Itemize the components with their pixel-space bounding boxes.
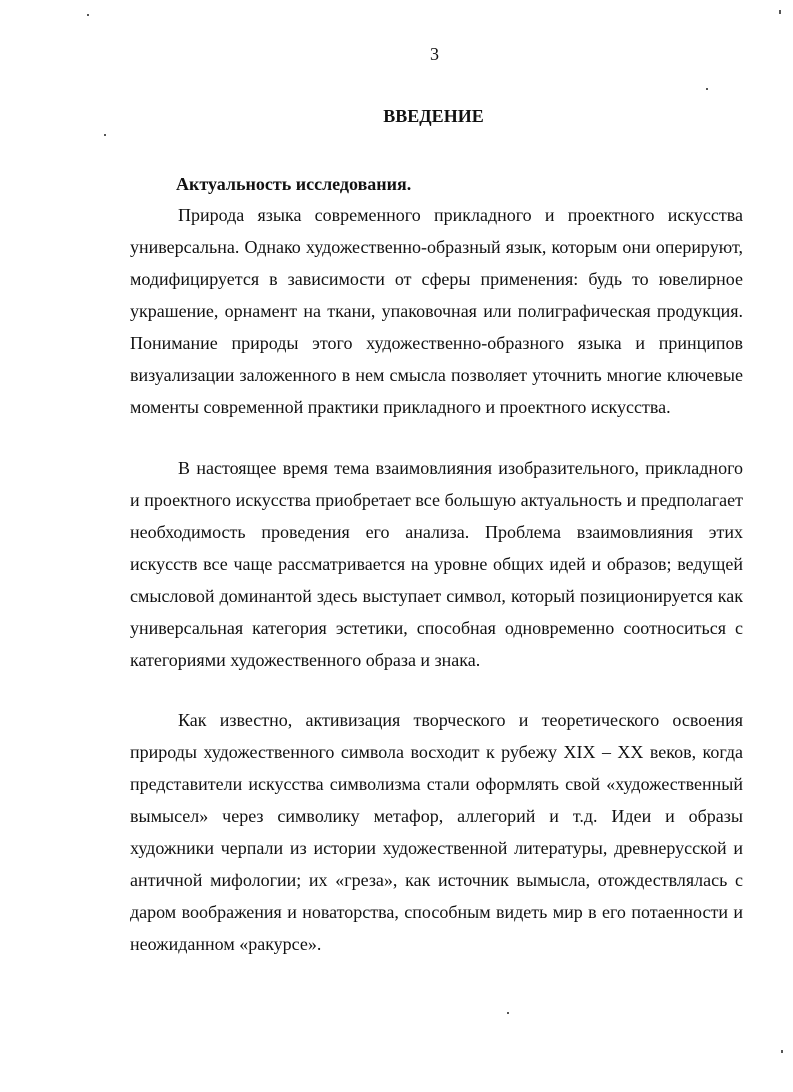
page-title: ВВЕДЕНИЕ: [383, 106, 484, 126]
paragraph-text: Природа языка современного прикладного и проектного искусства универсальна. Однако художественно-образный язык, которым они оперируют, модифицируется в зависимости от сферы применения: будь то ювелирное украшение, орнамент на ткани, упаковочная или полиграфическая продукция. Понимание природы этого художественно-образного языка и принципов визуализации заложенного в нем смысла позволяет уточнить многие ключевые моменты современной практики прикладного и проектного искусства.: [130, 205, 743, 417]
scan-speck: [87, 14, 89, 16]
scan-speck: [104, 134, 106, 136]
scan-speck: [781, 1050, 783, 1053]
scan-speck: [706, 88, 708, 90]
scan-speck: [507, 1012, 509, 1014]
body-paragraph-1: [130, 199, 743, 423]
section-heading: Актуальность исследования.: [176, 174, 412, 194]
scan-speck: [779, 10, 781, 14]
page-number: 3: [430, 44, 439, 64]
body-paragraph-3: [130, 704, 743, 960]
body-paragraph-2: [130, 452, 743, 676]
paragraph-text: Как известно, активизация творческого и теоретического освоения природы художественного символа восходит к рубежу XIX – XX веков, когда представители искусства символизма стали оформлять свой «художественный вымысел» через символику метафор, аллегорий и т.д. Идеи и образы художники черпали из истории художественной литературы, древнерусской и античной мифологии; их «греза», как источник вымысла, отождествлялась с даром воображения и новаторства, способным видеть мир в его потаенности и неожиданном «ракурсе».: [130, 710, 743, 954]
paragraph-text: В настоящее время тема взаимовлияния изобразительного, прикладного и проектного искусства приобретает все большую актуальность и предполагает необходимость проведения его анализа. Проблема взаимовлияния этих искусств все чаще рассматривается на уровне общих идей и образов; ведущей смысловой доминантой здесь выступает символ, который позиционируется как универсальная категория эстетики, способная одновременно соотноситься с категориями художественного образа и знака.: [130, 458, 743, 670]
